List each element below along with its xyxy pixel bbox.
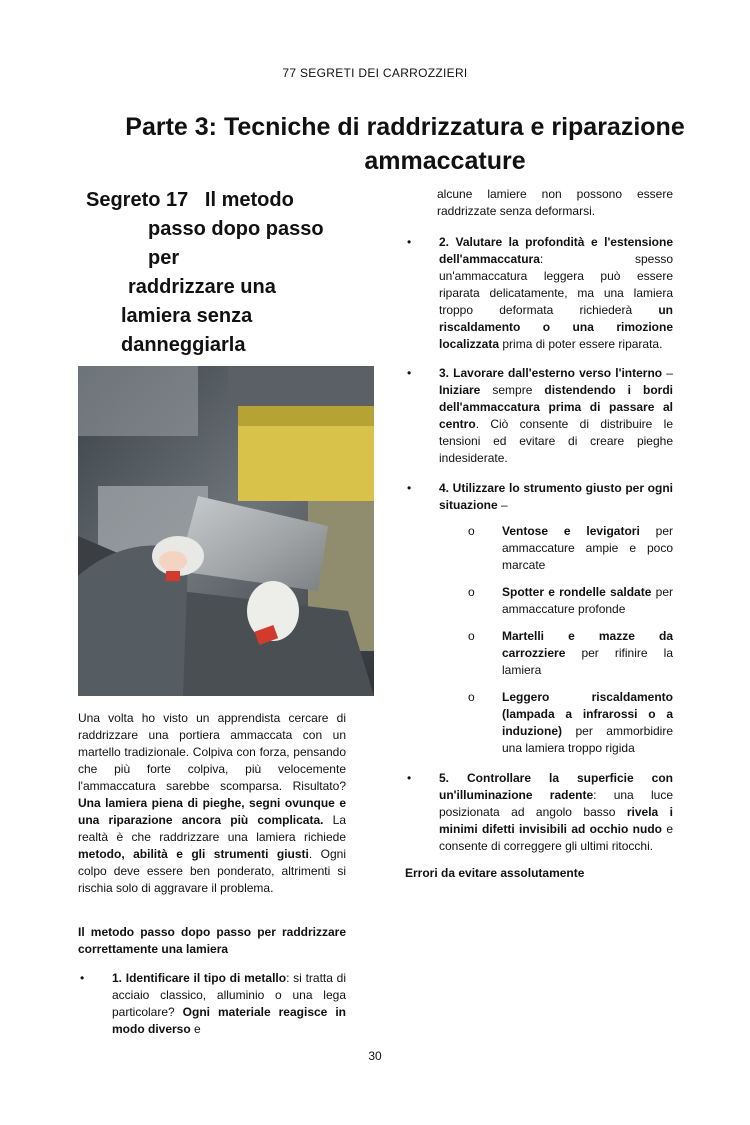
workshop-photo — [78, 366, 374, 696]
sub-item-bold: Leggero riscaldamento (lampada a infrarossi o a induzione) — [502, 690, 673, 738]
part-title-line-1: Parte 3: Tecniche di raddrizzatura e riparazione — [125, 113, 685, 141]
sub-item-body: per rifinire la lamiera — [502, 646, 673, 677]
step-5-title: 5. Controllare la superficie con un'illuminazione radente — [439, 771, 673, 802]
step-5-body-2: e consente di correggere gli ultimi ritocchi. — [439, 822, 673, 853]
sub-item-body: per ammaccature profonde — [502, 585, 673, 616]
step-2-item — [405, 234, 673, 353]
sub-bullet-circle: o — [468, 585, 475, 599]
sub-bullet-circle: o — [468, 690, 475, 704]
secret-title-line-2: passo dopo passo — [148, 218, 324, 240]
sub-item-bold: Martelli e mazze da carrozziere — [502, 629, 673, 660]
step-4-sub-item — [466, 584, 673, 618]
secret-title-line-5: lamiera senza — [121, 305, 253, 327]
page-number: 30 — [368, 1049, 382, 1063]
sub-item-body: per ammaccature ampie e poco marcate — [502, 524, 673, 572]
intro-text-1: Una volta ho visto un apprendista cercare di raddrizzare una portiera ammaccata con un martello tradizionale. Colpiva con forza, pensando che più forte colpiva, più velocemente l'ammaccatura sarebbe scomparsa. Risultato? — [78, 711, 346, 793]
step-4-item — [405, 480, 673, 514]
intro-text-2: La realtà è che raddrizzare una lamiera richiede — [78, 813, 347, 844]
secret-title — [78, 186, 346, 360]
errors-heading: Errori da evitare assolutamente — [405, 866, 585, 880]
step-4-sub-item — [466, 628, 673, 679]
sub-item-body: per ammorbidire una lamiera troppo rigida — [502, 724, 673, 755]
step-3-text — [439, 365, 673, 467]
step-3-body-2: . Ciò consente di distribuire le tensioni ed evitare di creare pieghe indesiderate. — [439, 417, 673, 465]
step-3-bold-2: distendendo i bordi dell'ammaccatura prima di passare al centro — [439, 383, 673, 431]
sub-bullet-circle: o — [468, 629, 475, 643]
bullet-dot: • — [407, 481, 412, 495]
bullet-dot: • — [407, 235, 412, 249]
secret-title-block — [78, 186, 346, 360]
sub-item-bold: Spotter e rondelle saldate — [502, 585, 652, 599]
bullet-dot: • — [407, 366, 412, 380]
step-1-continuation: alcune lamiere non possono essere raddrizzate senza deformarsi. — [437, 187, 673, 218]
bullet-dot: • — [80, 971, 85, 985]
step-2-body-1: : spesso un'ammaccatura leggera può essere riparata delicatamente, ma una lamiera troppo deformata richiederà — [439, 252, 673, 317]
method-heading: Il metodo passo dopo passo per raddrizzare correttamente una lamiera — [78, 925, 346, 956]
step-1-title: 1. Identificare il tipo di metallo — [112, 971, 287, 985]
secret-title-line-6: danneggiarla — [121, 334, 246, 356]
step-1-bold: Ogni materiale reagisce in modo diverso — [112, 1005, 346, 1036]
intro-bold-2: metodo, abilità e gli strumenti giusti — [78, 847, 309, 861]
sub-item-text — [502, 628, 673, 679]
step-5-item — [405, 770, 673, 855]
step-1-text — [112, 970, 346, 1038]
step-2-bold: un riscaldamento o una rimozione localizzata — [439, 303, 673, 351]
step-2-text — [439, 234, 673, 353]
step-2-body-2: prima di poter essere riparata. — [499, 337, 663, 351]
step-3-item — [405, 365, 673, 467]
step-4-text — [439, 480, 673, 514]
step-3-dash: – — [662, 366, 673, 380]
part-title-line-2: ammaccature — [364, 147, 526, 175]
intro-paragraph — [78, 710, 346, 897]
step-4-sub-item — [466, 689, 673, 757]
step-1-body-2: e — [190, 1022, 201, 1036]
intro-text-3: . Ogni colpo deve essere ben ponderato, altrimenti si rischia solo di aggravare il problema. — [78, 847, 346, 895]
step-3-body-1: sempre — [480, 383, 545, 397]
step-4-sub-item — [466, 523, 673, 574]
step-3-title: 3. Lavorare dall'esterno verso l'interno — [439, 366, 663, 380]
sub-item-bold: Ventose e levigatori — [502, 524, 640, 538]
secret-title-line-3: per — [148, 247, 180, 269]
step-4-dash: – — [497, 498, 508, 512]
sub-item-text — [502, 689, 673, 757]
step-4-title: 4. Utilizzare lo strumento giusto per ogni situazione — [439, 481, 673, 512]
step-1-body-1: : si tratta di acciaio classico, alluminio o una lega particolare? — [112, 971, 347, 1019]
step-1-item — [78, 970, 346, 1038]
part-title — [80, 110, 730, 178]
sub-item-text — [502, 523, 673, 574]
running-header: 77 SEGRETI DEI CARROZZIERI — [282, 66, 468, 80]
step-2-title: 2. Valutare la profondità e l'estensione dell'ammaccatura — [439, 235, 673, 266]
intro-bold-1: Una lamiera piena di pieghe, segni ovunque e una riparazione ancora più complicata. — [78, 796, 346, 827]
sub-bullet-circle: o — [468, 524, 475, 538]
step-5-bold: rivela i minimi difetti invisibili ad occhio nudo — [439, 805, 674, 836]
bullet-dot: • — [407, 771, 412, 785]
secret-title-line-1: Segreto 17 Il metodo — [86, 189, 294, 211]
sub-item-text — [502, 584, 673, 618]
step-5-body-1: : una luce posizionata ad angolo basso — [439, 788, 673, 819]
step-5-text — [439, 770, 673, 855]
secret-title-line-4: raddrizzare una — [128, 276, 276, 298]
step-3-bold-1: Iniziare — [439, 383, 481, 397]
